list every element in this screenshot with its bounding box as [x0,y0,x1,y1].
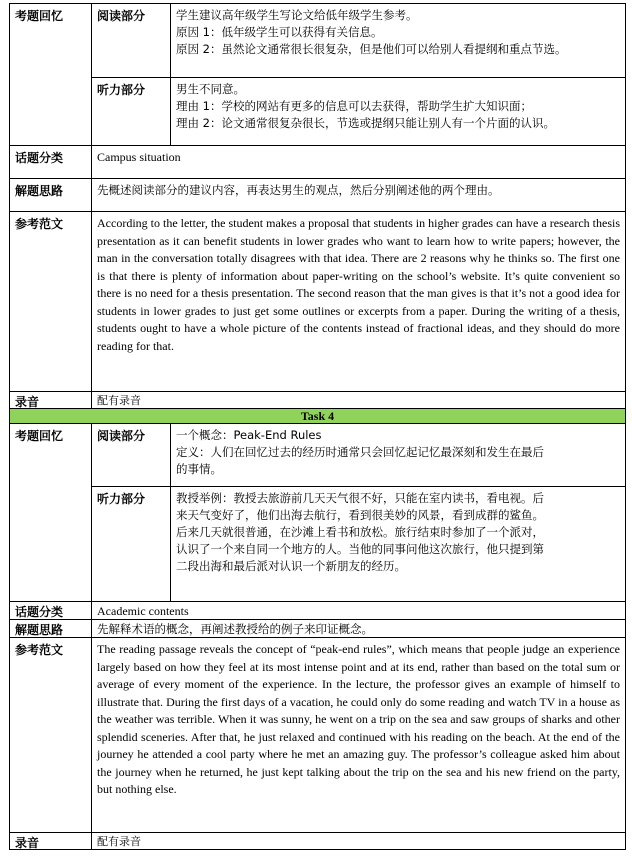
recall-row [9,423,626,601]
listening-line: 理由 2：论文通常很复杂很长，节选或提纲只能让别人有一个片面的认识。 [176,116,555,130]
reading-section [92,424,625,487]
recall-label: 考题回忆 [10,424,92,601]
listening-section [92,487,625,602]
topic-label: 话题分类 [10,146,92,178]
listening-line: 后来几天就很普通，在沙滩上看书和放松。旅行结束时参加了一个派对， [176,525,544,539]
listening-section [92,78,625,146]
listening-label: 听力部分 [92,78,171,146]
approach-label: 解题思路 [10,620,92,637]
reading-line: 定义：人们在回忆过去的经历时通常只会回忆起记忆最深刻和发生在最后 [176,445,544,459]
listening-label: 听力部分 [92,487,171,602]
approach-value: 先概述阅读部分的建议内容，再表达男生的观点，然后分别阐述他的两个理由。 [97,183,500,197]
approach-value: 先解释术语的概念，再阐述教授给的例子来印证概念。 [97,622,373,636]
listening-line: 二段出海和最后派对认识一个新朋友的经历。 [176,559,406,573]
sample-essay: The reading passage reveals the concept of “peak-end rules”, which means that people judge an experience largely based on how they feel at its most intense point and at its end, rather than based on the total sum or average of every moment of the experience. In the lecture, the professor gives an example of himself to illustrate that. During the first days of a vacation, he could only do some reading and watch TV in a house as the weather was terrible. When it was sunny, he went on a trip on the sea and saw groups of sharks and other splendid sceneries. After that, he just relaxed and continued with his reading on the beach. At the end of the journey he attended a cool party where he met an amazing guy. The professor’s colleague asked him about the journey when he returned, he just kept talking about the trip on the sea and his new friend on the party, but nothing else. [97,642,620,796]
task-header: Task 4 [9,408,626,423]
approach-label: 解题思路 [10,179,92,211]
reading-line: 学生建议高年级学生写论文给低年级学生参考。 [176,8,418,22]
reading-line: 原因 2：虽然论文通常很长很复杂，但是他们可以给别人看提纲和重点节选。 [176,42,567,56]
topic-value: Campus situation [97,150,181,164]
sample-essay: According to the letter, the student makes a proposal that students in higher grades can have a research thesis presentation as it can benefit students in lower grades who want to learn how to write papers; however, the man in the conversation totally disagrees with that idea. There are 2 reasons why he thinks so. The first one is that there is plenty of information about paper-writing on the school’s website. It’s quite convenient so there is no need for a thesis presentation. The second reason that the man gives is that it’s not a good idea for students in lower grades to just get some outlines or excerpts from a paper. During the writing of a thesis, students ought to have a whole picture of the contents instead of fractional ideas, and they should do more reading for that. [97,216,621,353]
topic-value: Academic contents [97,604,189,618]
recall-label: 考题回忆 [10,4,92,145]
listening-line: 理由 1：学校的网站有更多的信息可以去获得，帮助学生扩大知识面； [176,99,532,113]
approach-row [9,178,626,211]
reading-line: 的事情。 [176,462,222,476]
listening-line: 教授举例：教授去旅游前几天天气很不好，只能在室内读书，看电视。后 [176,491,544,505]
reading-line: 原因 1：低年级学生可以获得有关信息。 [176,25,383,39]
audio-label: 录音 [10,392,92,408]
reading-label: 阅读部分 [92,4,171,77]
audio-row [9,832,626,850]
listening-line: 男生不同意。 [176,82,245,96]
audio-label: 录音 [10,833,92,849]
reading-label: 阅读部分 [92,424,171,486]
sample-label: 参考范文 [10,638,92,832]
sample-row [9,211,626,391]
audio-row [9,391,626,408]
topic-label: 话题分类 [10,602,92,619]
document-table [9,3,626,850]
audio-value: 配有录音 [97,394,141,407]
recall-row [9,3,626,145]
topic-row [9,145,626,178]
listening-line: 来天气变好了，他们出海去航行，看到很美妙的风景，看到成群的鲨鱼。 [176,508,544,522]
sample-label: 参考范文 [10,212,92,391]
approach-row [9,619,626,637]
audio-value: 配有录音 [97,835,141,848]
sample-row [9,637,626,832]
topic-row [9,601,626,619]
reading-line: 一个概念：Peak-End Rules [176,428,322,442]
listening-line: 认识了一个来自同一个地方的人。当他的同事问他这次旅行，他只提到第 [176,542,544,556]
reading-section [92,4,625,78]
